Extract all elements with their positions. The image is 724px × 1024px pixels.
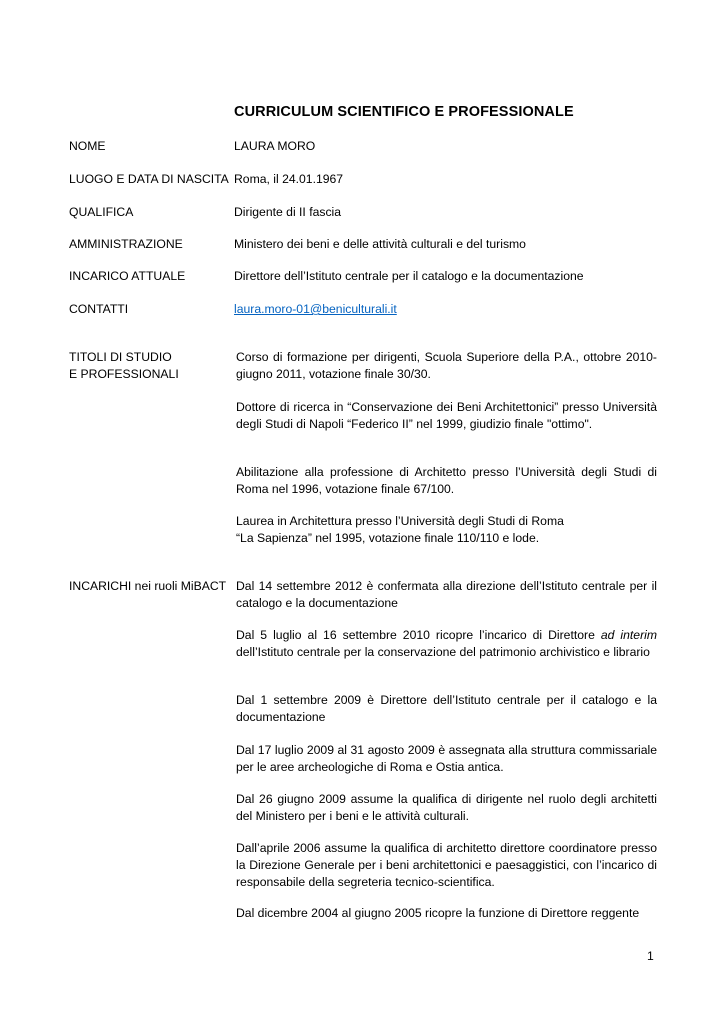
titoli-item-2: Dottore di ricerca in “Conservazione dei Beni Architettonici” presso Università degli Studi di Napoli “Federico II” nel 1999, giudizio finale "ottimo". [236, 400, 657, 431]
incarichi-item-4: Dal 17 luglio 2009 al 31 agosto 2009 è assegnata alla struttura commissariale per le aree archeologiche di Roma e Ostia antica. [236, 743, 657, 774]
incarichi-item-2-italic: ad interim [600, 628, 657, 642]
incarichi-item-6: Dall’aprile 2006 assume la qualifica di architetto direttore coordinatore presso la Direzione Generale per i beni architettonici e paesaggistici, con l’incarico di responsabile della segreteria tecnico-scientifica. [236, 841, 657, 889]
field-label-incarico: INCARICO ATTUALE [69, 269, 186, 283]
incarichi-item-2-text-a: Dal 5 luglio al 16 settembre 2010 ricopre l’incarico di Direttore [236, 628, 601, 642]
incarichi-label: INCARICHI nei ruoli MiBACT [69, 579, 227, 593]
titoli-label [69, 349, 179, 383]
titoli-label-line1: TITOLI DI STUDIO [69, 350, 172, 364]
field-label-nome: NOME [69, 139, 106, 153]
field-value-nome: LAURA MORO [234, 139, 316, 153]
page-number: 1 [647, 949, 654, 963]
titoli-item-1: Corso di formazione per dirigenti, Scuola Superiore della P.A., ottobre 2010-giugno 2011, votazione finale 30/30. [236, 350, 657, 381]
incarichi-item-2-text-b: dell’Istituto centrale per la conservazione del patrimonio archivistico e librario [236, 645, 650, 659]
field-label-contatti: CONTATTI [69, 302, 129, 316]
incarichi-item-1: Dal 14 settembre 2012 è confermata alla direzione dell’Istituto centrale per il catalogo e la documentazione [236, 579, 657, 610]
laurea-line1: Laurea in Architettura presso l’Università degli Studi di Roma [236, 514, 564, 528]
page-title: CURRICULUM SCIENTIFICO E PROFESSIONALE [234, 104, 574, 120]
field-label-qualifica: QUALIFICA [69, 205, 134, 219]
titoli-item-4 [236, 513, 657, 547]
incarichi-item-5: Dal 26 giugno 2009 assume la qualifica di dirigente nel ruolo degli architetti del Ministero per i beni e le attività culturali. [236, 792, 657, 823]
field-value-nascita: Roma, il 24.01.1967 [234, 172, 344, 186]
email-link[interactable]: laura.moro-01@beniculturali.it [234, 302, 397, 316]
incarichi-item-7: Dal dicembre 2004 al giugno 2005 ricopre la funzione di Direttore reggente [236, 906, 640, 920]
field-value-amministrazione: Ministero dei beni e delle attività culturali e del turismo [234, 237, 526, 251]
field-value-qualifica: Dirigente di II fascia [234, 205, 342, 219]
field-label-amministrazione: AMMINISTRAZIONE [69, 237, 183, 251]
field-value-incarico: Direttore dell’Istituto centrale per il catalogo e la documentazione [234, 269, 584, 283]
incarichi-item-2 [236, 627, 657, 661]
laurea-line2: “La Sapienza” nel 1995, votazione finale 110/110 e lode. [236, 531, 540, 545]
field-label-nascita: LUOGO E DATA DI NASCITA [69, 172, 229, 186]
titoli-item-3: Abilitazione alla professione di Architetto presso l’Università degli Studi di Roma nel 1996, votazione finale 67/100. [236, 465, 657, 496]
titoli-label-line2: E PROFESSIONALI [69, 367, 179, 381]
incarichi-item-3: Dal 1 settembre 2009 è Direttore dell’Istituto centrale per il catalogo e la documentazione [236, 693, 657, 724]
